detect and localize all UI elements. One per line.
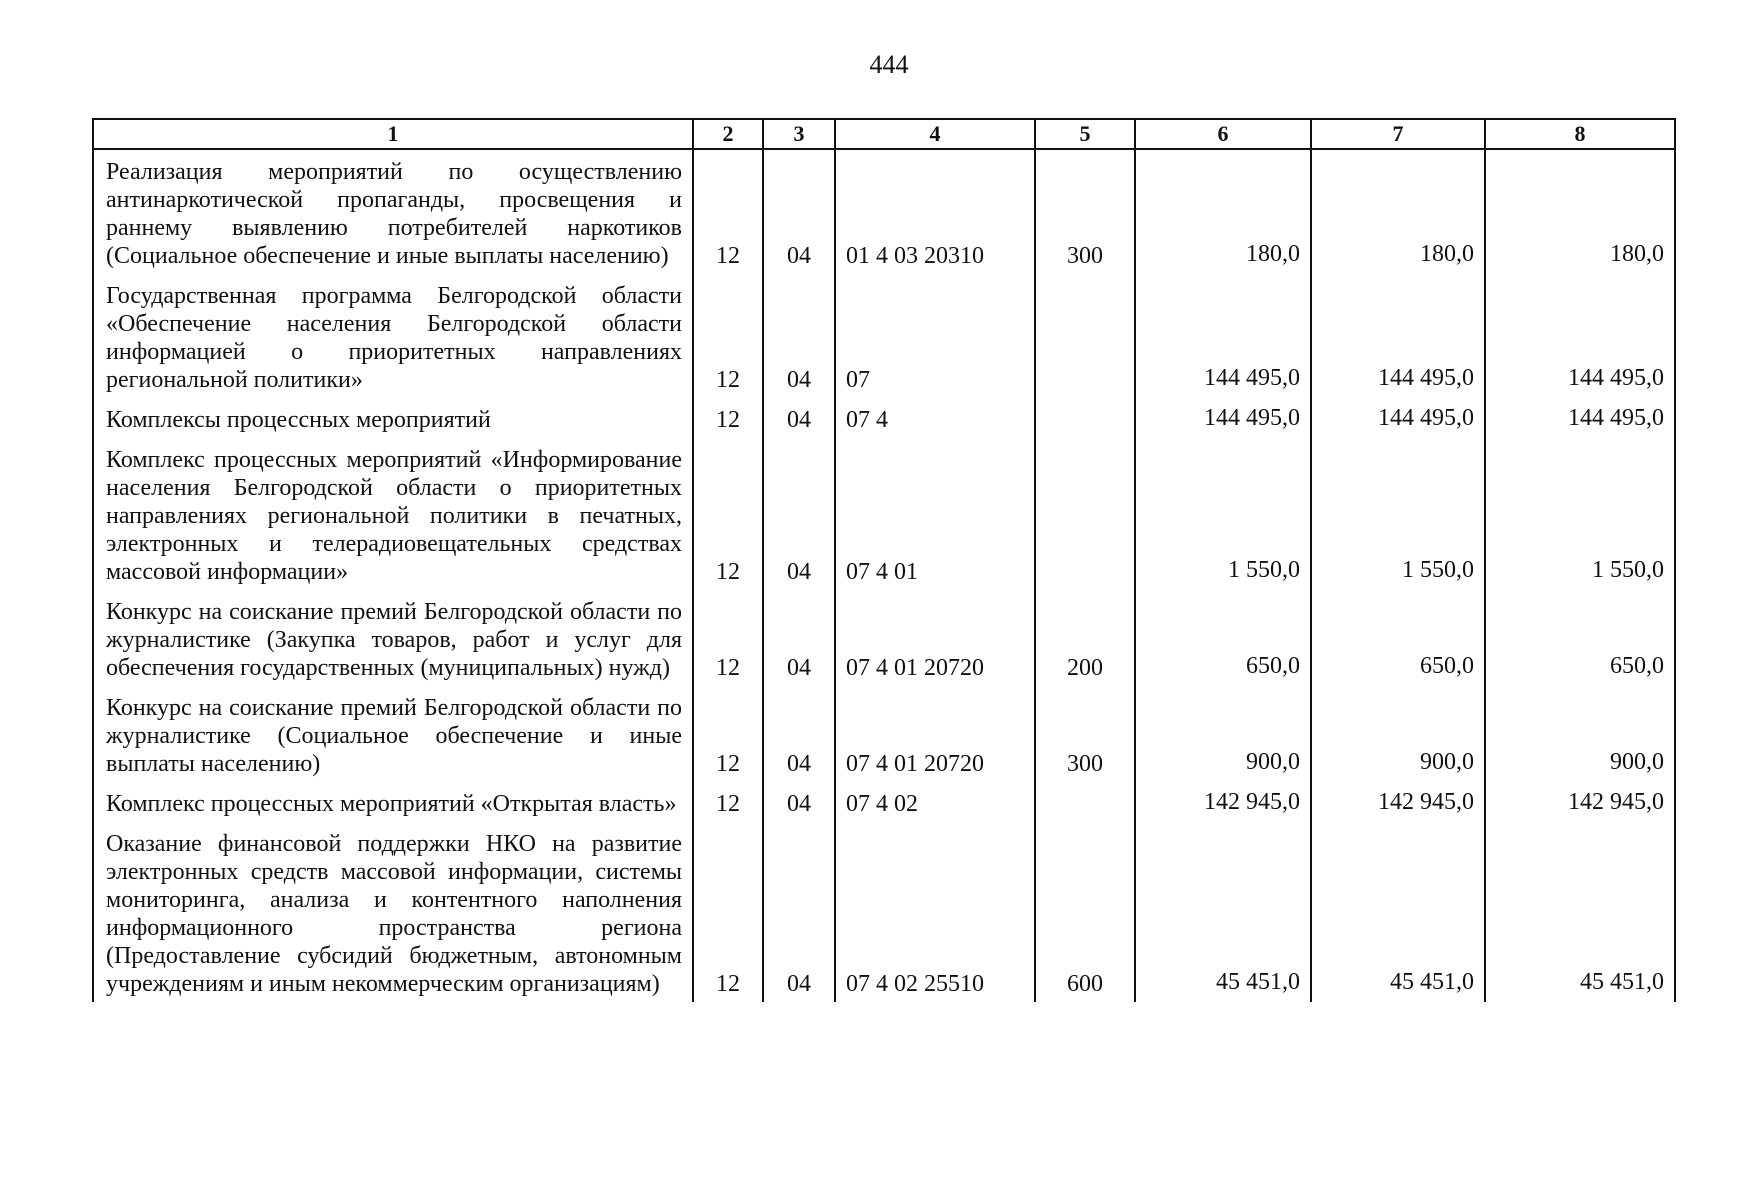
- column-header: 6: [1135, 119, 1311, 149]
- column-header: 1: [93, 119, 693, 149]
- subsection-code: 04: [763, 149, 835, 274]
- header-row: [93, 119, 1675, 149]
- column-header: 8: [1485, 119, 1675, 149]
- target-article-code: 07 4 01: [835, 438, 1035, 590]
- section-code: 12: [693, 274, 763, 398]
- table-row: [93, 590, 1675, 686]
- table-row: [93, 686, 1675, 782]
- amount-col-8: 142 945,0: [1485, 782, 1675, 822]
- page-number: 444: [869, 50, 909, 79]
- row-description: Конкурс на соискание премий Белгородской области по журналистике (Социальное обеспечение и иные выплаты населению): [93, 686, 693, 782]
- column-header: 4: [835, 119, 1035, 149]
- expense-type-code: [1035, 438, 1135, 590]
- amount-col-7: 900,0: [1311, 686, 1485, 782]
- amount-col-6: 180,0: [1135, 149, 1311, 274]
- row-description: Реализация мероприятий по осуществлению антинаркотической пропаганды, просвещения и раннему выявлению потребителей наркотиков (Социальное обеспечение и иные выплаты населению): [93, 149, 693, 274]
- row-description: Комплекс процессных мероприятий «Открытая власть»: [93, 782, 693, 822]
- expense-type-code: 200: [1035, 590, 1135, 686]
- subsection-code: 04: [763, 274, 835, 398]
- expense-type-code: [1035, 274, 1135, 398]
- amount-col-8: 900,0: [1485, 686, 1675, 782]
- expense-type-code: 300: [1035, 149, 1135, 274]
- amount-col-6: 142 945,0: [1135, 782, 1311, 822]
- section-code: 12: [693, 438, 763, 590]
- section-code: 12: [693, 822, 763, 1002]
- row-description: Оказание финансовой поддержки НКО на развитие электронных средств массовой информации, системы мониторинга, анализа и контентного наполнения информационного пространства региона (Предоставление субсидий бюджетным, автономным учреждениям и иным некоммерческим организациям): [93, 822, 693, 1002]
- amount-col-6: 1 550,0: [1135, 438, 1311, 590]
- row-description: Комплексы процессных мероприятий: [93, 398, 693, 438]
- table-row: [93, 822, 1675, 1002]
- target-article-code: 01 4 03 20310: [835, 149, 1035, 274]
- table-row: [93, 438, 1675, 590]
- subsection-code: 04: [763, 686, 835, 782]
- amount-col-7: 650,0: [1311, 590, 1485, 686]
- amount-col-7: 142 945,0: [1311, 782, 1485, 822]
- amount-col-6: 45 451,0: [1135, 822, 1311, 1002]
- amount-col-7: 180,0: [1311, 149, 1485, 274]
- amount-col-7: 45 451,0: [1311, 822, 1485, 1002]
- amount-col-6: 144 495,0: [1135, 398, 1311, 438]
- target-article-code: 07 4 02: [835, 782, 1035, 822]
- amount-col-6: 650,0: [1135, 590, 1311, 686]
- amount-col-8: 144 495,0: [1485, 274, 1675, 398]
- expense-type-code: [1035, 398, 1135, 438]
- table-row: [93, 149, 1675, 274]
- expense-type-code: [1035, 782, 1135, 822]
- amount-col-7: 144 495,0: [1311, 274, 1485, 398]
- table-row: [93, 782, 1675, 822]
- table-row: [93, 274, 1675, 398]
- target-article-code: 07 4 02 25510: [835, 822, 1035, 1002]
- amount-col-7: 144 495,0: [1311, 398, 1485, 438]
- subsection-code: 04: [763, 822, 835, 1002]
- column-header: 2: [693, 119, 763, 149]
- target-article-code: 07 4 01 20720: [835, 686, 1035, 782]
- section-code: 12: [693, 398, 763, 438]
- expense-type-code: 600: [1035, 822, 1135, 1002]
- section-code: 12: [693, 590, 763, 686]
- target-article-code: 07 4 01 20720: [835, 590, 1035, 686]
- section-code: 12: [693, 149, 763, 274]
- expense-type-code: 300: [1035, 686, 1135, 782]
- amount-col-6: 900,0: [1135, 686, 1311, 782]
- amount-col-6: 144 495,0: [1135, 274, 1311, 398]
- column-header: 5: [1035, 119, 1135, 149]
- amount-col-7: 1 550,0: [1311, 438, 1485, 590]
- subsection-code: 04: [763, 590, 835, 686]
- target-article-code: 07 4: [835, 398, 1035, 438]
- amount-col-8: 144 495,0: [1485, 398, 1675, 438]
- amount-col-8: 45 451,0: [1485, 822, 1675, 1002]
- row-description: Комплекс процессных мероприятий «Информирование населения Белгородской области о приоритетных направлениях региональной политики в печатных, электронных и телерадиовещательных средствах массовой информации»: [93, 438, 693, 590]
- subsection-code: 04: [763, 438, 835, 590]
- target-article-code: 07: [835, 274, 1035, 398]
- row-description: Конкурс на соискание премий Белгородской области по журналистике (Закупка товаров, работ и услуг для обеспечения государственных (муниципальных) нужд): [93, 590, 693, 686]
- subsection-code: 04: [763, 782, 835, 822]
- subsection-code: 04: [763, 398, 835, 438]
- column-header: 7: [1311, 119, 1485, 149]
- row-description: Государственная программа Белгородской области «Обеспечение населения Белгородской области информацией о приоритетных направлениях региональной политики»: [93, 274, 693, 398]
- column-header: 3: [763, 119, 835, 149]
- section-code: 12: [693, 686, 763, 782]
- table-row: [93, 398, 1675, 438]
- section-code: 12: [693, 782, 763, 822]
- budget-table: [92, 118, 1676, 1002]
- amount-col-8: 650,0: [1485, 590, 1675, 686]
- amount-col-8: 1 550,0: [1485, 438, 1675, 590]
- amount-col-8: 180,0: [1485, 149, 1675, 274]
